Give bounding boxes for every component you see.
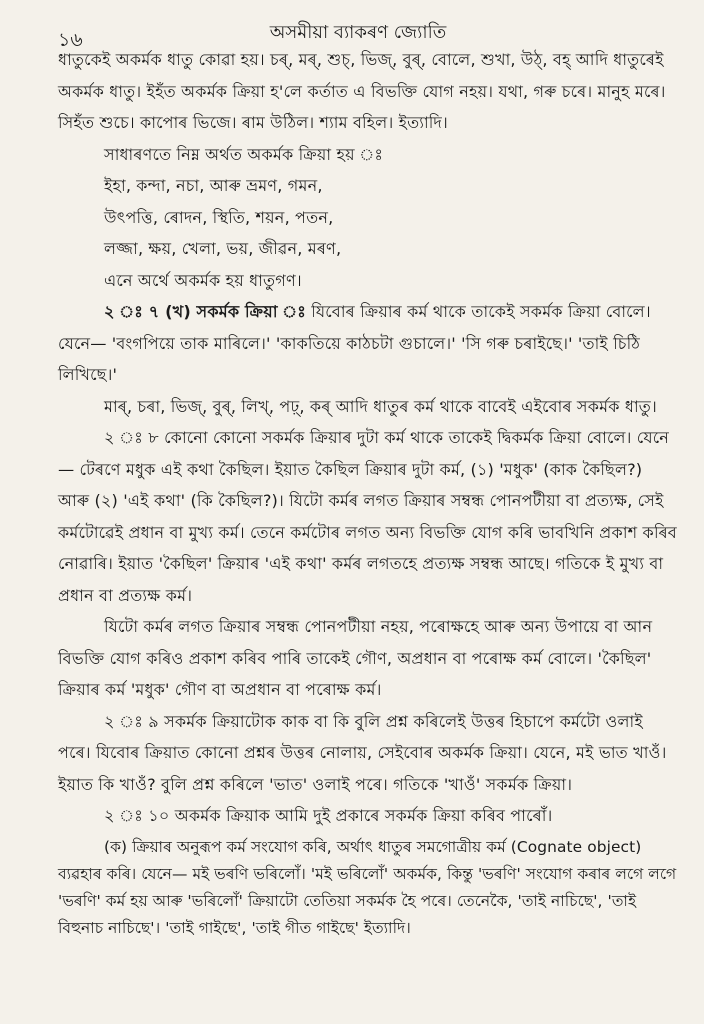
- running-title: অসমীয়া ব্যাকৰণ জ্যোতি: [269, 22, 447, 43]
- body-text: [58, 44, 678, 942]
- list-intro: সাধাৰণতে নিম্ন অৰ্থত অকৰ্মক ক্ৰিয়া হয় ঃ: [104, 144, 384, 164]
- list-line: ইহা, কন্দা, নচা, আৰু ভ্ৰমণ, গমন,: [104, 176, 323, 195]
- paragraph-cognate-object: (ক) ক্ৰিয়াৰ অনুৰূপ কৰ্ম সংযোগ কৰি, অৰ্থাৎ ধাতুৰ সমগোত্ৰীয় কৰ্ম (Cognate object) ব্যৱহাৰ কৰি। যেনে— মই ভৰণি ভৰিলোঁ। 'মই ভৰিলোঁ' অকৰ্মক, কিন্তু 'ভৰণি' সংযোগ কৰাৰ লগে লগে 'ভৰণি' কৰ্ম হয় আৰু 'ভৰিলোঁ' ক্ৰিয়াটো তেতিয়া সকৰ্মক হৈ পৰে। তেনেকৈ, 'তাই নাচিছে', 'তাই বিহুনাচ নাচিছে'। 'তাই গাইছে', 'তাই গীত গাইছে' ইত্যাদি।: [58, 837, 677, 937]
- paragraph-secondary-object: যিটো কৰ্মৰ লগত ক্ৰিয়াৰ সম্বন্ধ পোনপটীয়া নহয়, পৰোক্ষহে আৰু অন্য উপায়ে বা আন বিভক্তি যোগ কৰিও প্ৰকাশ কৰিব পাৰি তাকেই গৌণ, অপ্ৰধান বা পৰোক্ষ কৰ্ম বোলে। 'কৈছিল' ক্ৰিয়াৰ কৰ্ম 'মধুক' গৌণ বা অপ্ৰধান বা পৰোক্ষ কৰ্ম।: [58, 617, 653, 699]
- paragraph-intransitive-verbs: ধাতুকেই অকৰ্মক ধাতু কোৱা হয়। চৰ্, মৰ্, শুচ্, ভিজ্, বুৰ্, বোলে, শুখা, উঠ্, বহ্ আদি ধাতুৰেই অকৰ্মক ধাতু। ইহঁত অকৰ্মক ক্ৰিয়া হ'লে কৰ্তাত এ বিভক্তি যোগ নহয়। যথা, গৰু চৰে। মানুহ মৰে। সিহঁত শুচে। কাপোৰ ভিজে। ৰাম উঠিল। শ্যাম বহিল। ইত্যাদি।: [58, 50, 666, 132]
- section-2-10: ২ ঃ ১০ অকৰ্মক ক্ৰিয়াক আমি দুই প্ৰকাৰে সকৰ্মক ক্ৰিয়া কৰিব পাৰোঁ।: [104, 806, 553, 825]
- page-header: [58, 10, 678, 51]
- section-2-7: [58, 296, 678, 391]
- section-2-7-text: যিবোৰ ক্ৰিয়াৰ কৰ্ম থাকে তাকেই সকৰ্মক ক্ৰিয়া বোলে। যেনে— 'বংগপিয়ে তাক মাৰিলে।' 'কাকতিয়ে কাঠচটা গুচালে।' 'সি গৰু চৰাইছে।' 'তাই চিঠি লিখিছে।': [58, 302, 651, 384]
- list-line: উৎপত্তি, ৰোদন, স্থিতি, শয়ন, পতন,: [104, 207, 334, 227]
- list-line: এনে অৰ্থে অকৰ্মক হয় ধাতুগণ।: [104, 270, 302, 290]
- page-number: ১৬: [58, 29, 83, 51]
- section-2-9: ২ ঃ ৯ সকৰ্মক ক্ৰিয়াটোক কাক বা কি বুলি প্ৰশ্ন কৰিলেই উত্তৰ হিচাপে কৰ্মটো ওলাই পৰে। যিবোৰ ক্ৰিয়াত কোনো প্ৰশ্নৰ উত্তৰ নোলায়, সেইবোৰ অকৰ্মক ক্ৰিয়া। যেনে, মই ভাত খাওঁ। ইয়াত কি খাওঁ? বুলি প্ৰশ্ন কৰিলে 'ভাত' ওলাই পৰে। গতিকে 'খাওঁ' সকৰ্মক ক্ৰিয়া।: [58, 711, 667, 794]
- list-line: লজ্জা, ক্ষয়, খেলা, ভয়, জীৱন, মৰণ,: [104, 239, 342, 258]
- section-2-8: ২ ঃ ৮ কোনো কোনো সকৰ্মক ক্ৰিয়াৰ দুটা কৰ্ম থাকে তাকেই দ্বিকৰ্মক ক্ৰিয়া বোলে। যেনে— টেৰণে মধুক এই কথা কৈছিল। ইয়াত কৈছিল ক্ৰিয়াৰ দুটা কৰ্ম, (১) 'মধুক' (কাক কৈছিল?) আৰু (২) 'এই কথা' (কি কৈছিল?)। যিটো কৰ্মৰ লগত ক্ৰিয়াৰ সম্বন্ধ পোনপটীয়া বা প্ৰত্যক্ষ, সেই কৰ্মটোৱেই প্ৰধান বা মুখ্য কৰ্ম। তেনে কৰ্মটোৰ লগত অন্য বিভক্তি যোগ কৰি ভাবখিনি প্ৰকাশ কৰিব নোৱাৰি। ইয়াত 'কৈছিল' ক্ৰিয়াৰ 'এই কথা' কৰ্মৰ লগতহে প্ৰত্যক্ষ সম্বন্ধ আছে। গতিকে ই মুখ্য বা প্ৰধান বা প্ৰত্যক্ষ কৰ্ম।: [58, 428, 677, 605]
- intransitive-meaning-list: [58, 139, 678, 297]
- paragraph-transitive-verbs: মাৰ্, চৰা, ভিজ্, বুৰ্, লিখ্, পঢ়্, কৰ্ আদি ধাতুৰ কৰ্ম থাকে বাবেই এইবোৰ সকৰ্মক ধাতু।: [104, 396, 657, 416]
- section-2-7-heading: ২ ঃ ৭ (খ) সকৰ্মক ক্ৰিয়া ঃ: [104, 302, 306, 321]
